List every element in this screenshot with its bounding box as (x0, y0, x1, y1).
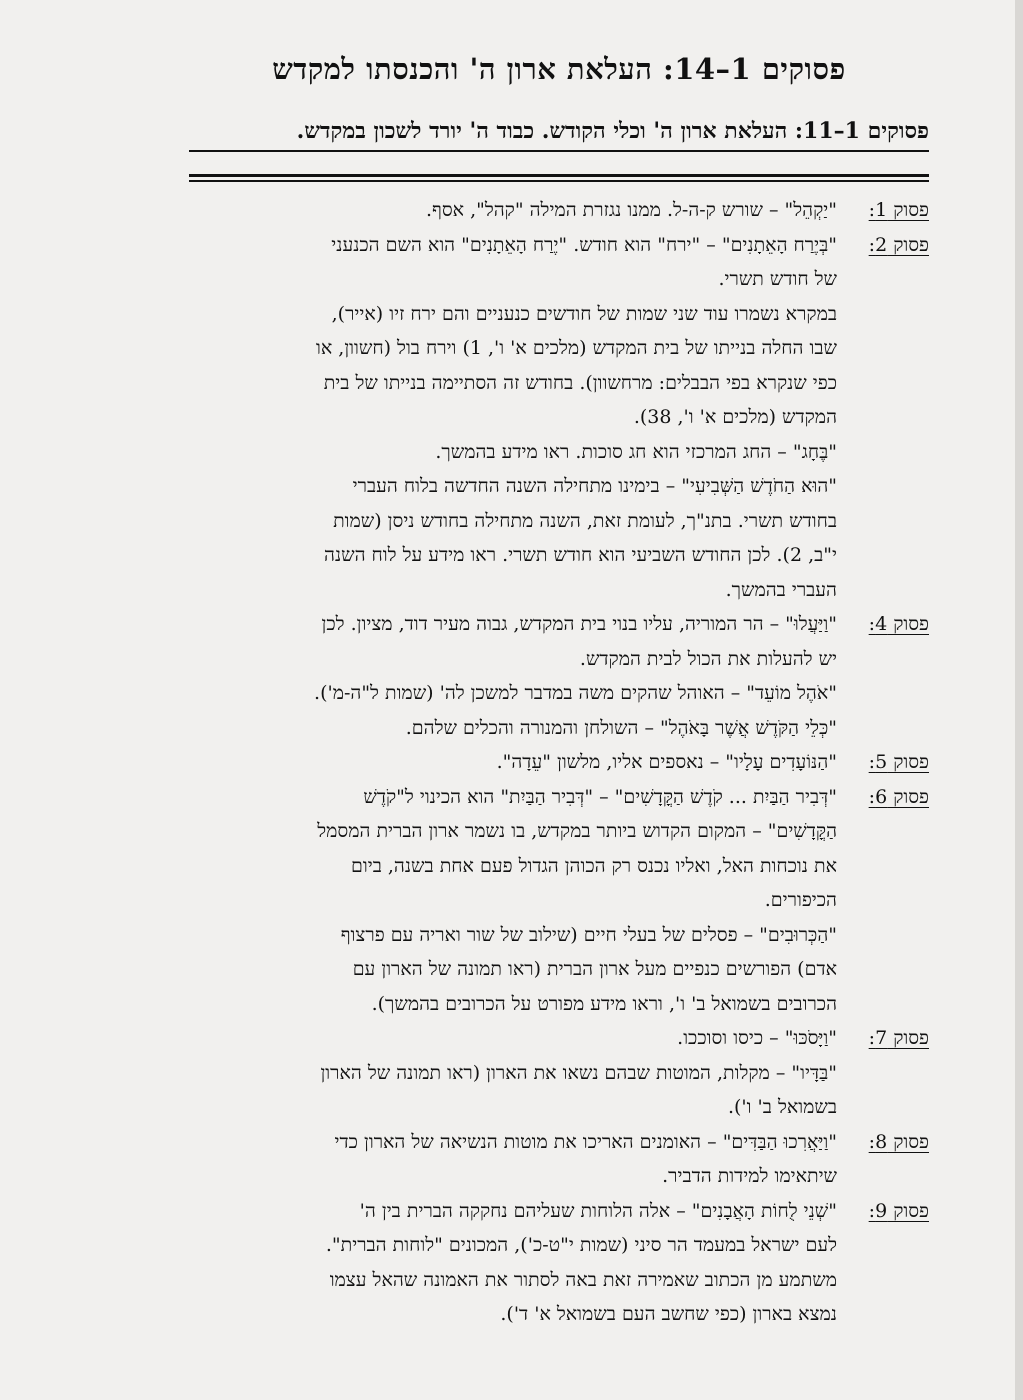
text-line (189, 781, 929, 816)
verse-label: פסוק 5: (868, 751, 929, 773)
divider (189, 180, 929, 182)
line-text: משתמע מן הכתוב שאמירה זאת באה לסתור את האמונה שהאל עצמו (329, 1268, 837, 1291)
line-text: במקרא נשמרו עוד שני שמות של חודשים כנעניים והם ירח זיו (אייר), (331, 302, 837, 325)
text-line (189, 539, 929, 574)
page-edge (1015, 0, 1023, 1400)
line-text: "הַנּוֹעָדִים עָלָיו" – נאספים אליו, מלשון "עֵדָה". (496, 751, 837, 773)
divider (189, 174, 929, 177)
text-line (189, 229, 929, 264)
line-text: "אֹהֶל מוֹעֵד" – האוהל שהקים משה במדבר למשכן לה' (שמות ל"ה-מ'). (314, 682, 837, 704)
line-text: אדם) הפורשים כנפיים מעל ארון הברית (ראו תמונה של הארון עם (352, 958, 837, 980)
page-title: פסוקים 1–14: העלאת ארון ה' והכנסתו למקדש (272, 52, 846, 86)
text-line (189, 1160, 929, 1195)
verse-label: פסוק 6: (868, 785, 929, 808)
line-text: "בְּיֶרַח הָאֵתָנִים" – "ירח" הוא חודש. "יֶרַח הָאֵתָנִים" הוא השם הכנעני (331, 233, 837, 256)
line-text: "יַקְהֵל" – שורש ק-ה-ל. ממנו נגזרת המילה "קהל", אסף. (425, 199, 837, 221)
line-text: "הַכְּרוּבִים" – פסלים של בעלי חיים (שילוב של שור ואריה עם פרצוף (340, 923, 837, 946)
line-text: "וַיָּסֹכּוּ" – כיסו וסוככו. (677, 1027, 837, 1049)
text-line (189, 919, 929, 954)
line-text: יש להעלות את הכול לבית המקדש. (579, 647, 837, 670)
text-line (189, 712, 929, 747)
text-line (189, 1298, 929, 1333)
line-text: י"ב, 2). לכן החודש השביעי הוא חודש תשרי. ראו מידע על לוח השנה (324, 544, 837, 566)
line-text: בחודש תשרי. בתנ"ך, לעומת זאת, השנה מתחילה בחודש ניסן (שמות (333, 509, 837, 532)
text-line (189, 1126, 929, 1161)
divider (189, 150, 929, 152)
line-text: "הוּא הַחֹדֶשׁ הַשְּׁבִיעִי" – בימינו מתחילה השנה החדשה בלוח העברי (352, 475, 837, 497)
line-text: כפי שנקרא בפי הבבלים: מרחשוון). בחודש זה הסתיימה בנייתו של בית (323, 371, 837, 394)
text-line (189, 1264, 929, 1299)
text-line (189, 401, 929, 436)
text-line (189, 505, 929, 540)
text-line (189, 1229, 929, 1264)
text-line (189, 884, 929, 919)
text-line (189, 263, 929, 298)
text-line (189, 1091, 929, 1126)
text-line (189, 988, 929, 1023)
verse-label: פסוק 4: (868, 613, 929, 635)
line-text: "וַיַּעֲלוּ" – הר המוריה, עליו בנוי בית המקדש, גבוה מעיר דוד, מציון. לכן (321, 613, 837, 635)
line-text: "כְּלֵי הַקֹּדֶשׁ אֲשֶׁר בָּאֹהֶל" – השולחן והמנורה והכלים שלהם. (405, 716, 837, 739)
line-text: "וַיַּאֲרִכוּ הַבַּדִּים" – האומנים האריכו את מוטות הנשיאה של הארון כדי (334, 1130, 837, 1153)
text-line (189, 194, 929, 229)
line-text: לעם ישראל במעמד הר סיני (שמות י"ט-כ'), המכונים "לוחות הברית". (325, 1234, 837, 1256)
line-text: "דְּבִיר הַבַּיִת ... קֹדֶשׁ הַקֳּדָשִׁים" – "דְּבִיר הַבַּיִת" הוא הכינוי ל"קֹדֶשׁ (363, 785, 837, 808)
text-line (189, 953, 929, 988)
line-text: הכרובים בשמואל ב' ו', וראו מידע מפורט על הכרובים בהמשך). (371, 992, 837, 1015)
text-line (189, 608, 929, 643)
line-text: שבו החלה בנייתו של בית המקדש (מלכים א' ו', 1) וירח בול (חשוון, או (316, 337, 837, 359)
verse-label: פסוק 1: (868, 199, 929, 221)
line-text: הַקֳּדָשִׁים" – המקום הקדוש ביותר במקדש, בו נשמר ארון הברית המסמל (317, 820, 837, 842)
text-line (189, 436, 929, 471)
text-line (189, 367, 929, 402)
text-line (189, 1022, 929, 1057)
text-line (189, 1057, 929, 1092)
section-subtitle: פסוקים 1–11: העלאת ארון ה' וכלי הקודש. כבוד ה' יורד לשכון במקדש. (296, 118, 929, 144)
text-line (189, 850, 929, 885)
text-line (189, 643, 929, 678)
line-text: נמצא בארון (כפי שחשב העם בשמואל א' ד'). (500, 1303, 837, 1325)
verse-label: פסוק 8: (868, 1130, 929, 1153)
line-text: את נוכחות האל, ואליו נכנס רק הכוהן הגדול פעם אחת בשנה, ביום (351, 854, 837, 877)
line-text: "שְׁנֵי לֻחוֹת הָאֲבָנִים" – אלה הלוחות שעליהם נחקקה הברית בין ה' (359, 1199, 837, 1222)
commentary-body (189, 194, 929, 1333)
line-text: העברי בהמשך. (725, 578, 837, 601)
line-text: "בַּדָּיו" – מקלות, המוטות שבהם נשאו את הארון (ראו תמונה של הארון (320, 1061, 837, 1084)
text-line (189, 332, 929, 367)
text-line (189, 1195, 929, 1230)
verse-label: פסוק 9: (868, 1199, 929, 1222)
line-text: הכיפורים. (764, 889, 837, 911)
text-line (189, 470, 929, 505)
text-line (189, 677, 929, 712)
text-line (189, 746, 929, 781)
line-text: של חודש תשרי. (718, 268, 837, 290)
text-line (189, 815, 929, 850)
line-text: שיתאימו למידות הדביר. (662, 1165, 837, 1187)
verse-label: פסוק 7: (868, 1027, 929, 1049)
line-text: "בֶּחָג" – החג המרכזי הוא חג סוכות. ראו מידע בהמשך. (435, 440, 837, 463)
verse-label: פסוק 2: (868, 233, 929, 256)
line-text: בשמואל ב' ו'). (727, 1096, 837, 1118)
text-line (189, 574, 929, 609)
text-line (189, 298, 929, 333)
line-text: המקדש (מלכים א' ו', 38). (633, 406, 837, 428)
